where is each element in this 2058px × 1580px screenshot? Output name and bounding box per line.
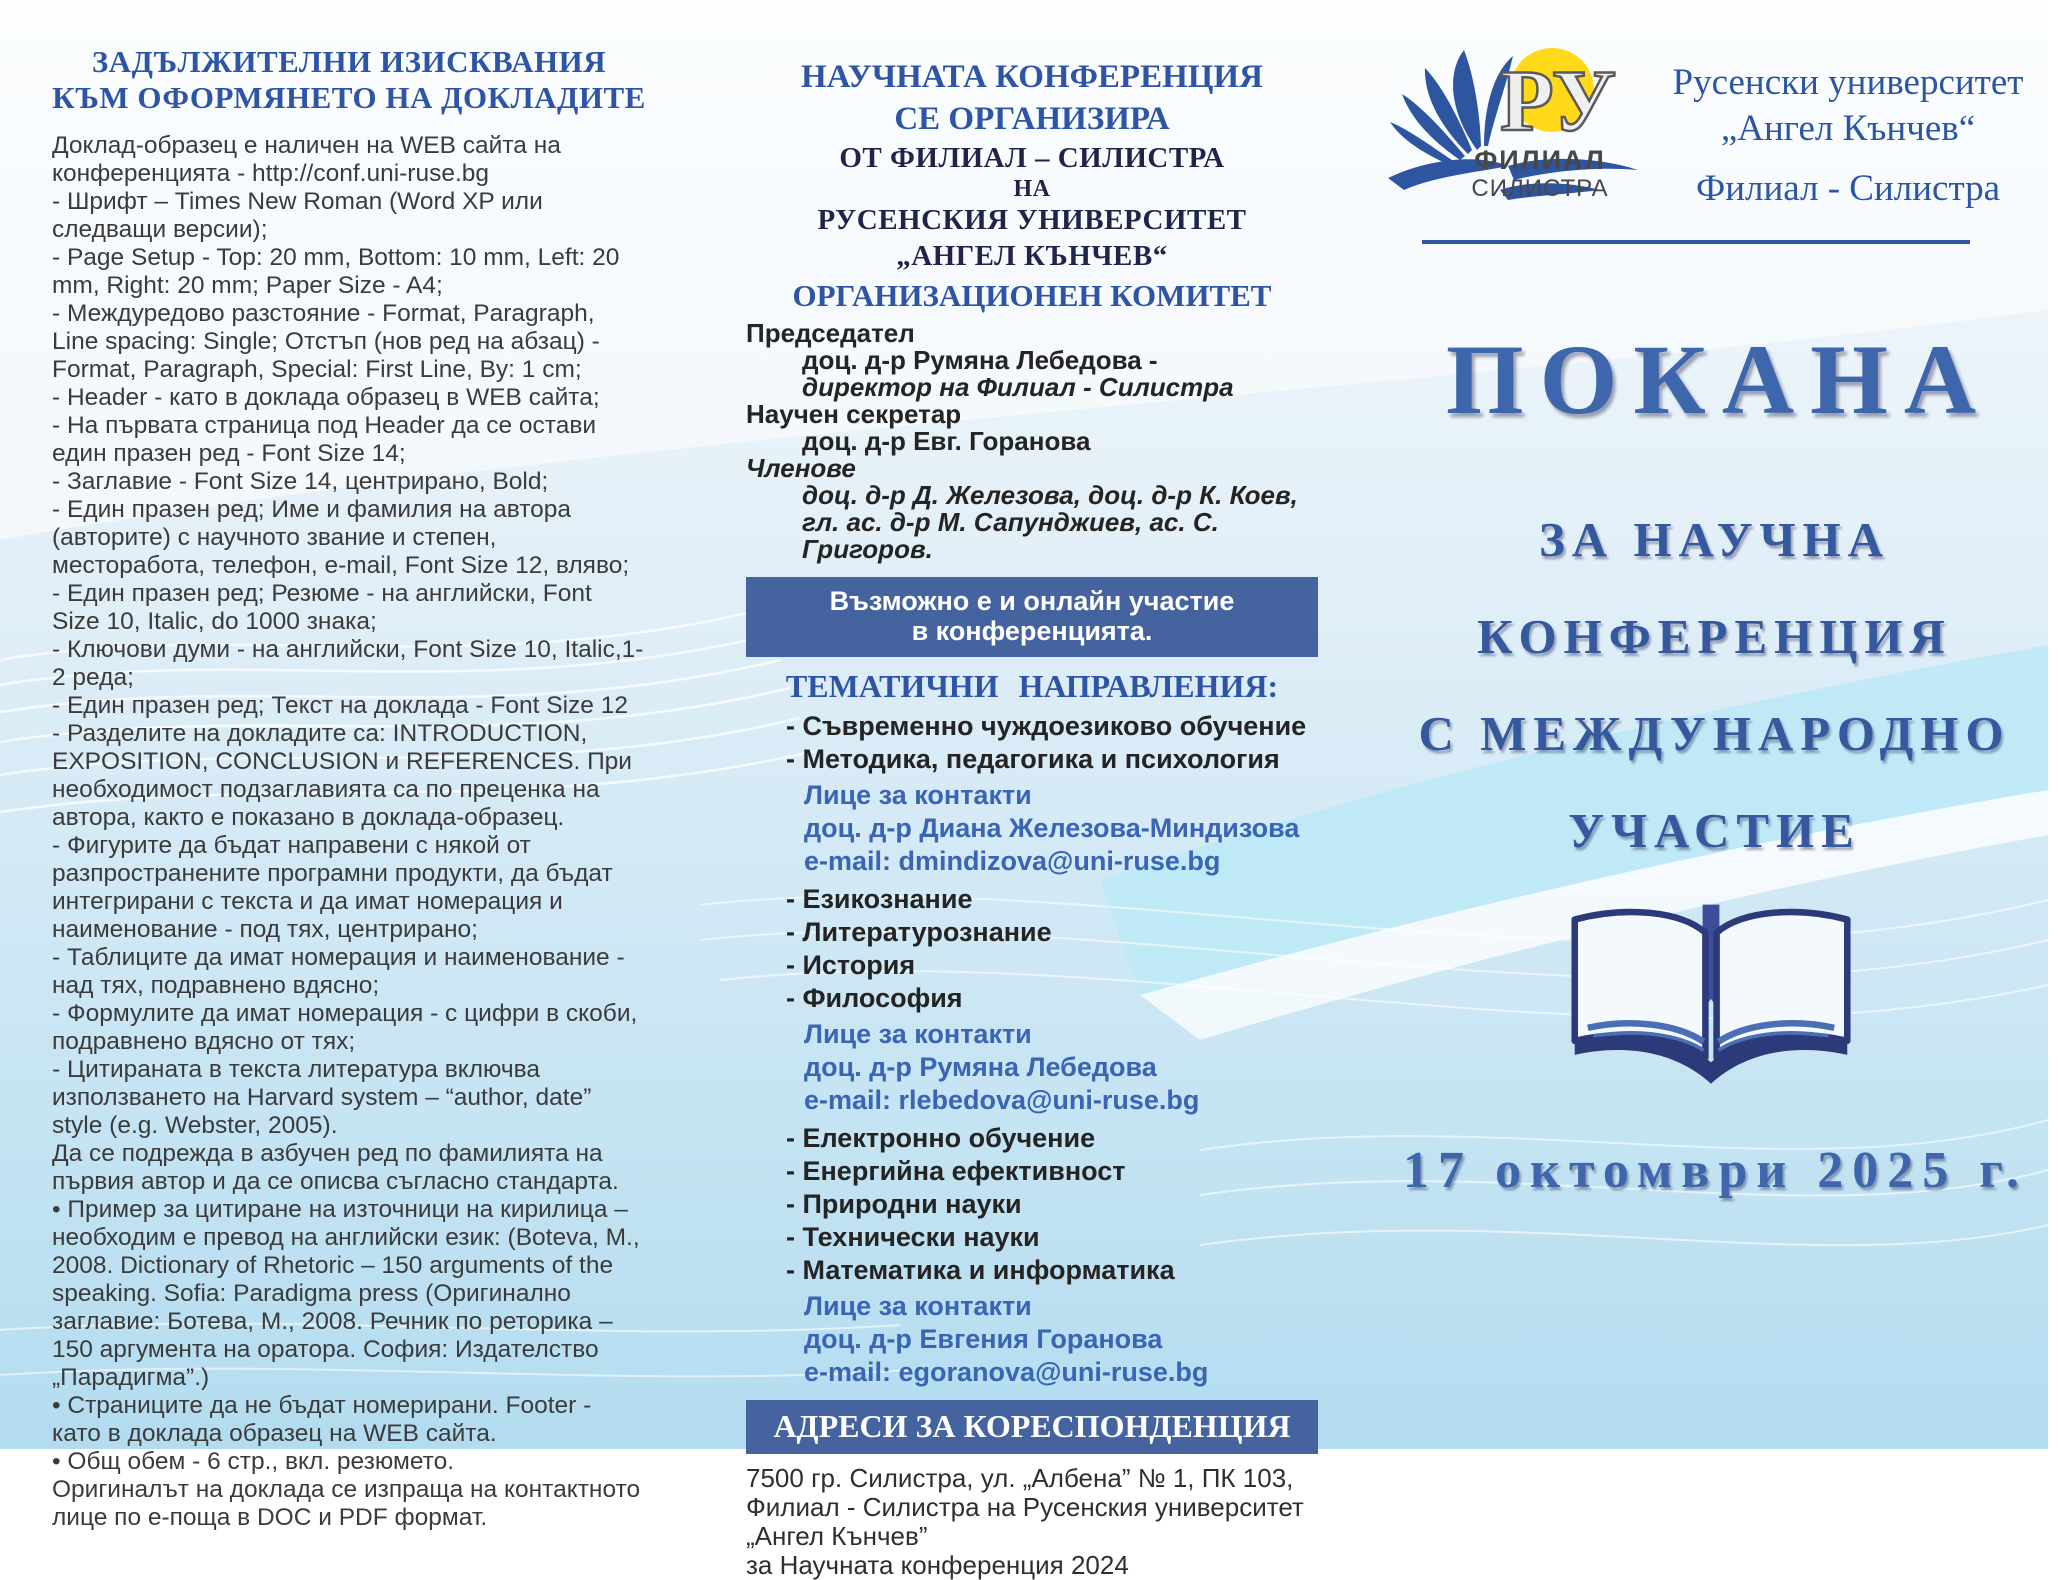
requirements-text <box>52 132 646 1532</box>
requirement-line: - Междуредово разстояние - Format, Paragraph, Line spacing: Single; Отстъп (нов ред на абзац) - Format, Paragraph, Special: First Line, By: 1 cm; <box>52 299 600 383</box>
committee-members-label: Членове <box>746 453 856 483</box>
requirement-line: - Фигурите да бъдат направени с някой от разпространените програмни продукти, да бъдат интегрирани с текста и да имат номерация и наименование - под тях, центрирано; <box>52 831 613 943</box>
requirement-line: - Цитираната в текста литература включва използването на Harvard system – “author, date” style (e.g. Webster, 2005). <box>52 1055 592 1139</box>
topic-item: - Методика, педагогика и психология <box>786 744 1280 774</box>
subtitle-line: КОНФЕРЕНЦИЯ <box>1477 609 1952 664</box>
topic-item: - Философия <box>786 983 963 1013</box>
middle-panel <box>746 56 1318 1580</box>
online-banner-line2: в конференцията. <box>911 616 1153 646</box>
topic-item: - Електронно обучение <box>786 1123 1096 1153</box>
conference-date: 17 октомври 2025 г. <box>1403 1142 2028 1199</box>
contact-block <box>746 1292 1318 1386</box>
organizer-university-line: РУСЕНСКИЯ УНИВЕРСИТЕТ <box>817 204 1247 236</box>
requirement-line: - Един празен ред; Име и фамилия на автора (авторите) с научното звание и степен, месторабота, телефон, e-mail, Font Size 12, вляво; <box>52 495 630 579</box>
open-book-icon <box>1553 899 1869 1095</box>
university-name-line3: Филиал - Силистра <box>1695 168 2001 209</box>
requirement-line: - Заглавие - Font Size 14, центрирано, Bold; <box>52 467 549 495</box>
online-participation-banner <box>746 577 1318 657</box>
themes-heading: ТЕМАТИЧНИ НАПРАВЛЕНИЯ: <box>785 668 1279 704</box>
requirement-line: - Шрифт – Times New Roman (Word XP или следващи версии); <box>52 187 543 243</box>
requirement-line: Оригиналът на доклада се изпраща на контактното лице по е-поща в DOC и PDF формат. <box>52 1475 641 1531</box>
requirement-line: - Ключови думи - на английски, Font Size 10, Italic,1-2 реда; <box>52 635 644 691</box>
contact-name: доц. д-р Диана Железова-Миндизова <box>804 813 1300 843</box>
topic-item: - Математика и информатика <box>786 1255 1175 1285</box>
topic-item: - История <box>786 950 916 980</box>
committee-heading: ОРГАНИЗАЦИОНЕН КОМИТЕТ <box>792 278 1272 313</box>
logo-branch-line2: СИЛИСТРА <box>1471 175 1609 202</box>
requirements-title-line1: ЗАДЪЛЖИТЕЛНИ ИЗИСКВАНИЯ <box>91 44 607 79</box>
requirement-line: • Общ обем - 6 стр., вкл. резюмето. <box>52 1447 455 1475</box>
online-banner-line1: Възможно е и онлайн участие <box>829 586 1235 616</box>
requirement-line: - Един празен ред; Резюме - на английски, Font Size 10, Italic, do 1000 знака; <box>52 579 592 635</box>
topic-item: - Природни науки <box>786 1189 1022 1219</box>
university-header <box>1380 38 2042 226</box>
requirement-line: - Header - като в доклада образец в WEB сайта; <box>52 383 600 411</box>
topic-item: - Технически науки <box>786 1222 1040 1252</box>
contact-name: доц. д-р Румяна Лебедова <box>804 1052 1157 1082</box>
correspondence-address: 7500 гр. Силистра, ул. „Албена” № 1, ПК 103, Филиал - Силистра на Русенския университет „Ангел Кънчев” <box>746 1463 1304 1551</box>
header-divider <box>1422 240 1970 244</box>
organizer-heading-line: НАУЧНАТА КОНФЕРЕНЦИЯ <box>801 59 1263 95</box>
topic-item: - Езикознание <box>786 884 973 914</box>
university-name-line2: „Ангел Кънчев“ <box>1720 108 1976 149</box>
contact-label: Лице за контакти <box>804 780 1032 810</box>
subtitle-line: УЧАСТИЕ <box>1568 803 1861 858</box>
subtitle-line: С МЕЖДУНАРОДНО <box>1418 706 2011 761</box>
requirement-line: - Таблиците да имат номерация и наименование - над тях, подравнено вдясно; <box>52 943 625 999</box>
university-name <box>1662 60 2034 212</box>
contact-email: e-mail: rlebedova@uni-ruse.bg <box>804 1085 1200 1115</box>
correspondence-address-line2: за Научната конференция 2024 <box>746 1550 1129 1580</box>
contact-label: Лице за контакти <box>804 1019 1032 1049</box>
requirements-title-line2: КЪМ ОФОРМЯНЕТО НА ДОКЛАДИТЕ <box>52 79 646 115</box>
requirement-line: Доклад-образец е наличен на WEB сайта на конференцията - http://conf.uni-ruse.bg <box>52 131 561 187</box>
committee-secretary-name: доц. д-р Евг. Горанова <box>802 426 1091 456</box>
requirement-line: • Страниците да не бъдат номерирани. Footer - като в доклада образец на WEB сайта. <box>52 1391 592 1447</box>
contact-email: e-mail: dmindizova@uni-ruse.bg <box>804 846 1221 876</box>
committee-chair-label: Председател <box>746 318 915 348</box>
ru-monogram: РУ <box>1500 53 1617 150</box>
organizer-branch-line: ОТ ФИЛИАЛ – СИЛИСТРА <box>839 142 1225 174</box>
committee-members-line: гл. ас. д-р М. Сапунджиев, ас. С. Григоров. <box>802 507 1219 564</box>
topic-item: - Енергийна ефективност <box>786 1156 1126 1186</box>
left-panel <box>52 44 646 1532</box>
committee-secretary-label: Научен секретар <box>746 399 962 429</box>
contact-email: e-mail: egoranova@uni-ruse.bg <box>804 1357 1209 1387</box>
committee-members-line: доц. д-р Д. Железова, доц. д-р К. Коев, <box>802 480 1298 510</box>
right-panel <box>1380 38 2042 1200</box>
correspondence-banner: АДРЕСИ ЗА КОРЕСПОНДЕНЦИЯ <box>746 1400 1318 1454</box>
subtitle-line: ЗА НАУЧНА <box>1538 512 1891 567</box>
contact-block <box>746 1020 1318 1114</box>
topic-item: - Съвременно чуждоезиково обучение <box>786 711 1307 741</box>
requirements-title <box>52 44 646 116</box>
committee-chair-name: доц. д-р Румяна Лебедова - <box>802 345 1158 375</box>
requirement-line: - Разделите на докладите са: INTRODUCTION, EXPOSITION, CONCLUSION и REFERENCES. При необходимост подзаглавията са по преценка на автора, както е показано в доклада-образец. <box>52 719 632 831</box>
contact-block <box>746 781 1318 875</box>
university-name-line1: Русенски университет <box>1672 62 2024 103</box>
topic-item: - Литературознание <box>786 917 1052 947</box>
invitation-title: ПОКАНА <box>1445 324 1993 435</box>
contact-label: Лице за контакти <box>804 1291 1032 1321</box>
organizer-heading-line: СЕ ОРГАНИЗИРА <box>894 101 1170 137</box>
organizer-university-name-line: „АНГЕЛ КЪНЧЕВ“ <box>896 240 1168 272</box>
organizer-of-line: НА <box>1013 176 1051 202</box>
requirement-line: • Пример за цитиране на източници на кирилица – необходим е превод на английски език: (Boteva, M., 2008. Dictionary of Rhetoric – 150 arguments of the speaking. Sofia: Paradigma press (Оригинално заглавие: Ботева, М., 2008. Речник по реторика – 150 аргумента на оратора. София: Издателство „Парадигма”.) <box>52 1195 640 1391</box>
requirement-line: - На първата страница под Header да се остави един празен ред - Font Size 14; <box>52 411 597 467</box>
organizing-committee <box>746 320 1318 563</box>
contact-name: доц. д-р Евгения Горанова <box>804 1324 1163 1354</box>
committee-chair-title: директор на Филиал - Силистра <box>802 372 1234 402</box>
requirement-line: - Формулите да имат номерация - с цифри в скоби, подравнено вдясно от тях; <box>52 999 638 1055</box>
logo-branch-line1: ФИЛИАЛ <box>1474 145 1606 175</box>
university-logo-icon <box>1380 38 1662 226</box>
invitation-subtitle <box>1380 511 2042 859</box>
requirement-line: - Page Setup - Top: 20 mm, Bottom: 10 mm, Left: 20 mm, Right: 20 mm; Paper Size - A4; <box>52 243 620 299</box>
requirement-line: Да се подрежда в азбучен ред по фамилията на първия автор и да се описва съгласно стандарта. <box>52 1139 619 1195</box>
requirement-line: - Един празен ред; Текст на доклада - Font Size 12 <box>52 691 628 719</box>
